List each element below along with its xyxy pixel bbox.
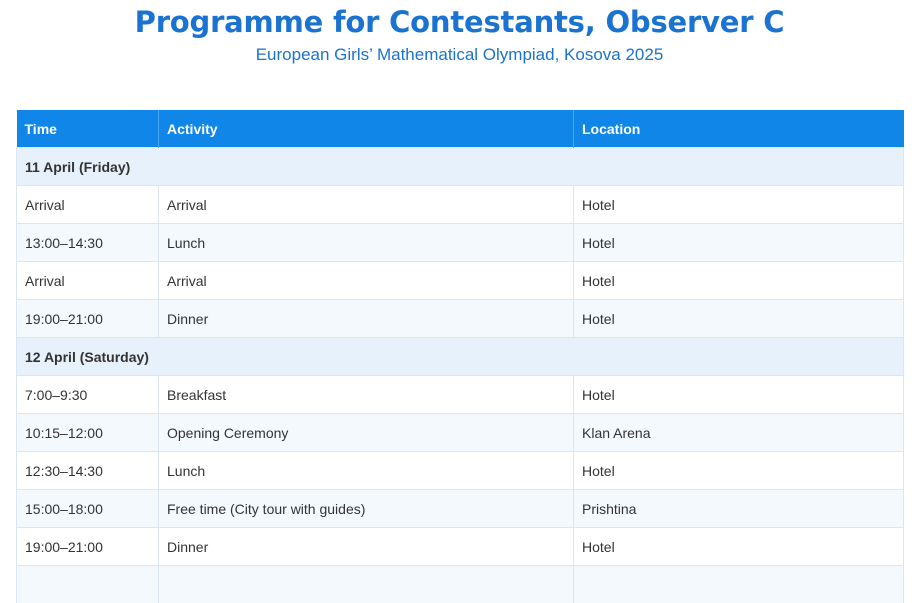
- cell-location: Hotel: [574, 528, 904, 566]
- cell-location: Hotel: [574, 452, 904, 490]
- cell-time: 12:30–14:30: [17, 452, 159, 490]
- table-row: [17, 186, 904, 224]
- day-header-row: [17, 148, 904, 186]
- column-header-activity: Activity: [159, 110, 574, 148]
- cell-activity: Opening Ceremony: [159, 414, 574, 452]
- table-row: [17, 528, 904, 566]
- cell-time: Arrival: [17, 186, 159, 224]
- column-header-time: Time: [17, 110, 159, 148]
- cell-time: 10:15–12:00: [17, 414, 159, 452]
- cell-activity: Arrival: [159, 262, 574, 300]
- table-row: [17, 490, 904, 528]
- table-body: [17, 148, 904, 603]
- day-label: 12 April (Saturday): [17, 338, 904, 376]
- cell-activity: Dinner: [159, 300, 574, 338]
- cell-empty: [574, 566, 904, 603]
- cell-location: Hotel: [574, 224, 904, 262]
- cell-empty: [159, 566, 574, 603]
- table-header-row: [17, 110, 904, 148]
- page-title: Programme for Contestants, Observer C: [0, 4, 919, 40]
- programme-table: [16, 110, 904, 603]
- table-row: [17, 452, 904, 490]
- day-label: 11 April (Friday): [17, 148, 904, 186]
- table-row: [17, 414, 904, 452]
- page-header: [0, 0, 919, 65]
- cell-activity: Arrival: [159, 186, 574, 224]
- cell-location: Hotel: [574, 376, 904, 414]
- table-row: [17, 300, 904, 338]
- programme-table-container: [16, 110, 903, 603]
- cell-location: Hotel: [574, 186, 904, 224]
- cell-activity: Free time (City tour with guides): [159, 490, 574, 528]
- day-header-row: [17, 338, 904, 376]
- cell-time: 7:00–9:30: [17, 376, 159, 414]
- table-row: [17, 262, 904, 300]
- cell-time: 13:00–14:30: [17, 224, 159, 262]
- cell-activity: Breakfast: [159, 376, 574, 414]
- page-subtitle: European Girls’ Mathematical Olympiad, Kosova 2025: [0, 45, 919, 65]
- cell-activity: Lunch: [159, 224, 574, 262]
- cell-time: 15:00–18:00: [17, 490, 159, 528]
- table-row: [17, 224, 904, 262]
- cell-location: Hotel: [574, 262, 904, 300]
- column-header-location: Location: [574, 110, 904, 148]
- cell-location: Prishtina: [574, 490, 904, 528]
- cell-empty: [17, 566, 159, 603]
- cell-location: Klan Arena: [574, 414, 904, 452]
- cell-activity: Dinner: [159, 528, 574, 566]
- table-header: [17, 110, 904, 148]
- cell-time: 19:00–21:00: [17, 300, 159, 338]
- table-row: [17, 376, 904, 414]
- cell-time: Arrival: [17, 262, 159, 300]
- cell-location: Hotel: [574, 300, 904, 338]
- cell-activity: Lunch: [159, 452, 574, 490]
- table-row-partial: [17, 566, 904, 603]
- cell-time: 19:00–21:00: [17, 528, 159, 566]
